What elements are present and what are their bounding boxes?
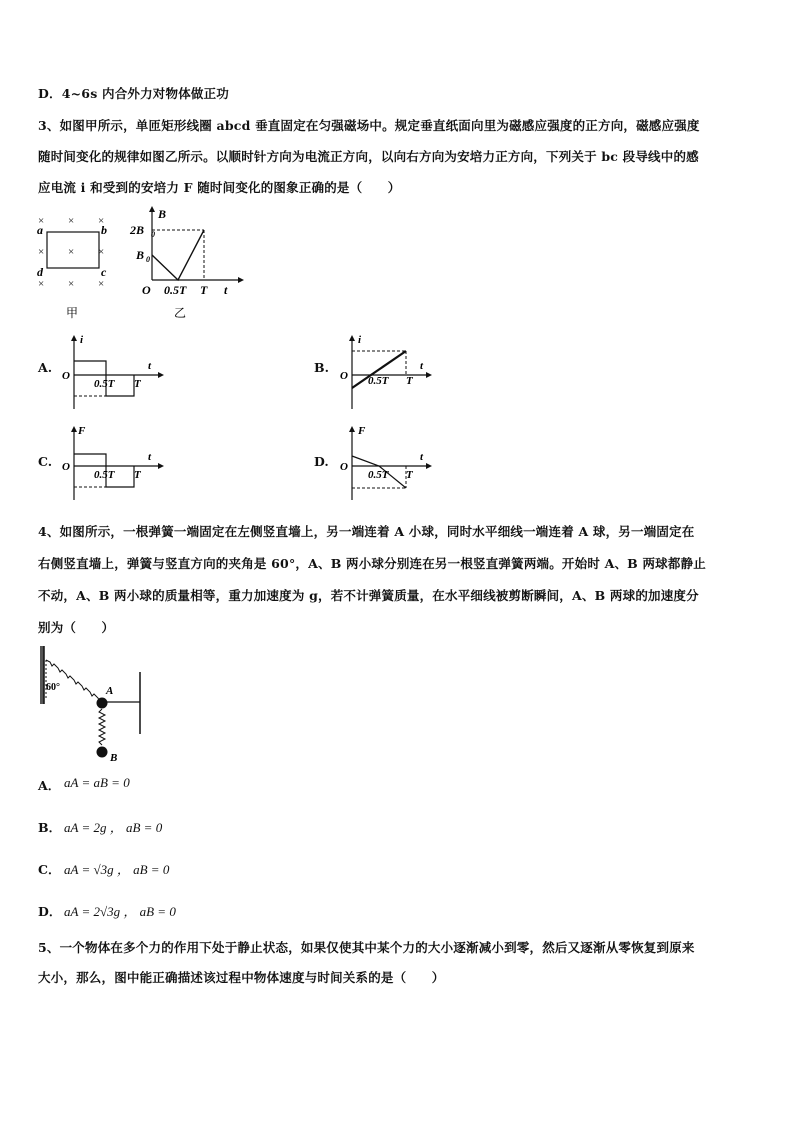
origin-label: O [340, 370, 348, 382]
q3-option-c-label[interactable]: C. [38, 454, 53, 469]
q5-text-line2: 大小，那么，图中能正确描述该过程中物体速度与时间关系的是（ ） [38, 970, 445, 985]
coil-label-a: a [37, 223, 43, 237]
tick-half-t: 0.5T [368, 375, 389, 387]
tick-2b0: 2B [130, 223, 145, 237]
q4-option-a-formula: aA = aB = 0 [64, 775, 130, 790]
x-axis-arrow [426, 372, 432, 378]
q3-figure-yi [128, 204, 248, 320]
q3-option-a-graph[interactable] [60, 333, 170, 413]
coil-label-b: b [101, 223, 107, 237]
axis-label-t: t [148, 451, 152, 463]
q3-option-c-graph[interactable] [60, 424, 170, 504]
tick-b0-sub: 0 [146, 255, 150, 264]
q4-option-d-formula: aA = 2√3g ， aB = 0 [64, 904, 176, 919]
q3-figure-jia [34, 210, 124, 320]
q3-text-line2: 随时间变化的规律如图乙所示。以顺时针方向为电流正方向，以向右方向为安培力正方向，下列关于 bc 段导线中的感 [38, 149, 699, 164]
origin-label: O [142, 283, 151, 297]
field-x-mark: × [98, 215, 105, 227]
q4-figure [38, 642, 158, 766]
ball-b [97, 747, 108, 758]
b-t-curve [152, 230, 204, 280]
angle-label: 60° [46, 682, 60, 693]
q3-option-d-graph[interactable] [338, 424, 438, 504]
curve-positive [74, 361, 106, 375]
axis-label: i [358, 334, 362, 346]
q4-text-line2: 右侧竖直墙上，弹簧与竖直方向的夹角是 60°，A、B 两小球分别连在另一根竖直弹簧两端。开始时 A、B 两球都静止 [38, 556, 706, 571]
tick-2b0-sub: 0 [151, 230, 155, 239]
field-x-mark: × [68, 215, 75, 227]
vertical-spring [99, 709, 105, 745]
tick-t: T [406, 469, 413, 481]
axis-label: i [80, 334, 84, 346]
question2-option-d: D．4~6s 内合外力对物体做正功 [38, 86, 229, 101]
tick-b0: B [136, 248, 145, 262]
axis-label-t: t [224, 283, 228, 297]
field-x-mark: × [38, 278, 45, 290]
axis-label-t: t [420, 451, 424, 463]
axis-label-t: t [148, 360, 152, 372]
figure-caption-yi: 乙 [174, 306, 187, 320]
field-x-mark: × [68, 246, 75, 258]
tick-t: T [134, 378, 141, 390]
q3-option-b-graph[interactable] [338, 333, 438, 413]
b-axis-arrow [149, 206, 155, 212]
q4-text-line3: 不动，A、B 两小球的质量相等，重力加速度为 g，若不计弹簧质量，在水平细线被剪断瞬间，A、B 两球的加速度分 [38, 588, 699, 603]
x-axis-arrow [158, 463, 164, 469]
coil-label-d: d [37, 265, 43, 279]
q3-text-line1: 3、如图甲所示，单匝矩形线圈 abcd 垂直固定在匀强磁场中。规定垂直纸面向里为磁感应强度的正方向，磁感应强度 [38, 118, 700, 133]
label-b: B [110, 752, 118, 764]
t-axis-arrow [238, 277, 244, 283]
x-axis-arrow [426, 463, 432, 469]
q3-option-b-label[interactable]: B. [314, 360, 329, 375]
label-a: A [106, 685, 114, 697]
q4-text-line1: 4、如图所示，一根弹簧一端固定在左侧竖直墙上，另一端连着 A 小球，同时水平细线一端连着 A 球，另一端固定在 [38, 524, 695, 539]
origin-label: O [62, 461, 70, 473]
tick-t: T [200, 283, 208, 297]
q3-option-d-label[interactable]: D. [314, 454, 329, 469]
tick-t: T [134, 469, 141, 481]
q4-option-c-label[interactable]: C． [38, 862, 61, 877]
ball-a [97, 698, 108, 709]
q4-option-d-label[interactable]: D． [38, 904, 62, 919]
tick-half-t: 0.5T [368, 469, 389, 481]
y-axis-arrow [71, 335, 77, 341]
axis-label-t: t [420, 360, 424, 372]
field-x-mark: × [98, 278, 105, 290]
q5-text-line1: 5、一个物体在多个力的作用下处于静止状态，如果仅使其中某个力的大小逐渐减小到零，然后又逐渐从零恢复到原来 [38, 940, 695, 955]
curve-positive [74, 454, 106, 466]
y-axis-arrow [349, 335, 355, 341]
origin-label: O [340, 461, 348, 473]
q4-option-b-formula: aA = 2g ， aB = 0 [64, 820, 163, 835]
q4-option-b-label[interactable]: B． [38, 820, 62, 835]
tick-half-t: 0.5T [94, 378, 115, 390]
q4-option-c-formula: aA = √3g ， aB = 0 [64, 862, 170, 877]
field-x-mark: × [38, 215, 45, 227]
q3-text-line3: 应电流 i 和受到的安培力 F 随时间变化的图象正确的是（ ） [38, 180, 401, 195]
origin-label: O [62, 370, 70, 382]
axis-label: F [78, 425, 86, 437]
q4-text-line4: 别为（ ） [38, 620, 115, 635]
tick-half-t: 0.5T [164, 283, 187, 297]
figure-caption-jia: 甲 [66, 306, 79, 320]
axis-label: F [358, 425, 366, 437]
y-axis-arrow [349, 426, 355, 432]
x-axis-arrow [158, 372, 164, 378]
field-x-mark: × [98, 246, 105, 258]
tick-t: T [406, 375, 413, 387]
q4-option-a-label[interactable]: A． [38, 778, 61, 793]
tick-half-t: 0.5T [94, 469, 115, 481]
axis-label-b: B [158, 207, 167, 221]
inclined-spring [46, 660, 100, 702]
coil-label-c: c [101, 265, 107, 279]
field-x-mark: × [68, 278, 75, 290]
field-x-mark: × [38, 246, 45, 258]
y-axis-arrow [71, 426, 77, 432]
q3-option-a-label[interactable]: A. [38, 360, 53, 375]
